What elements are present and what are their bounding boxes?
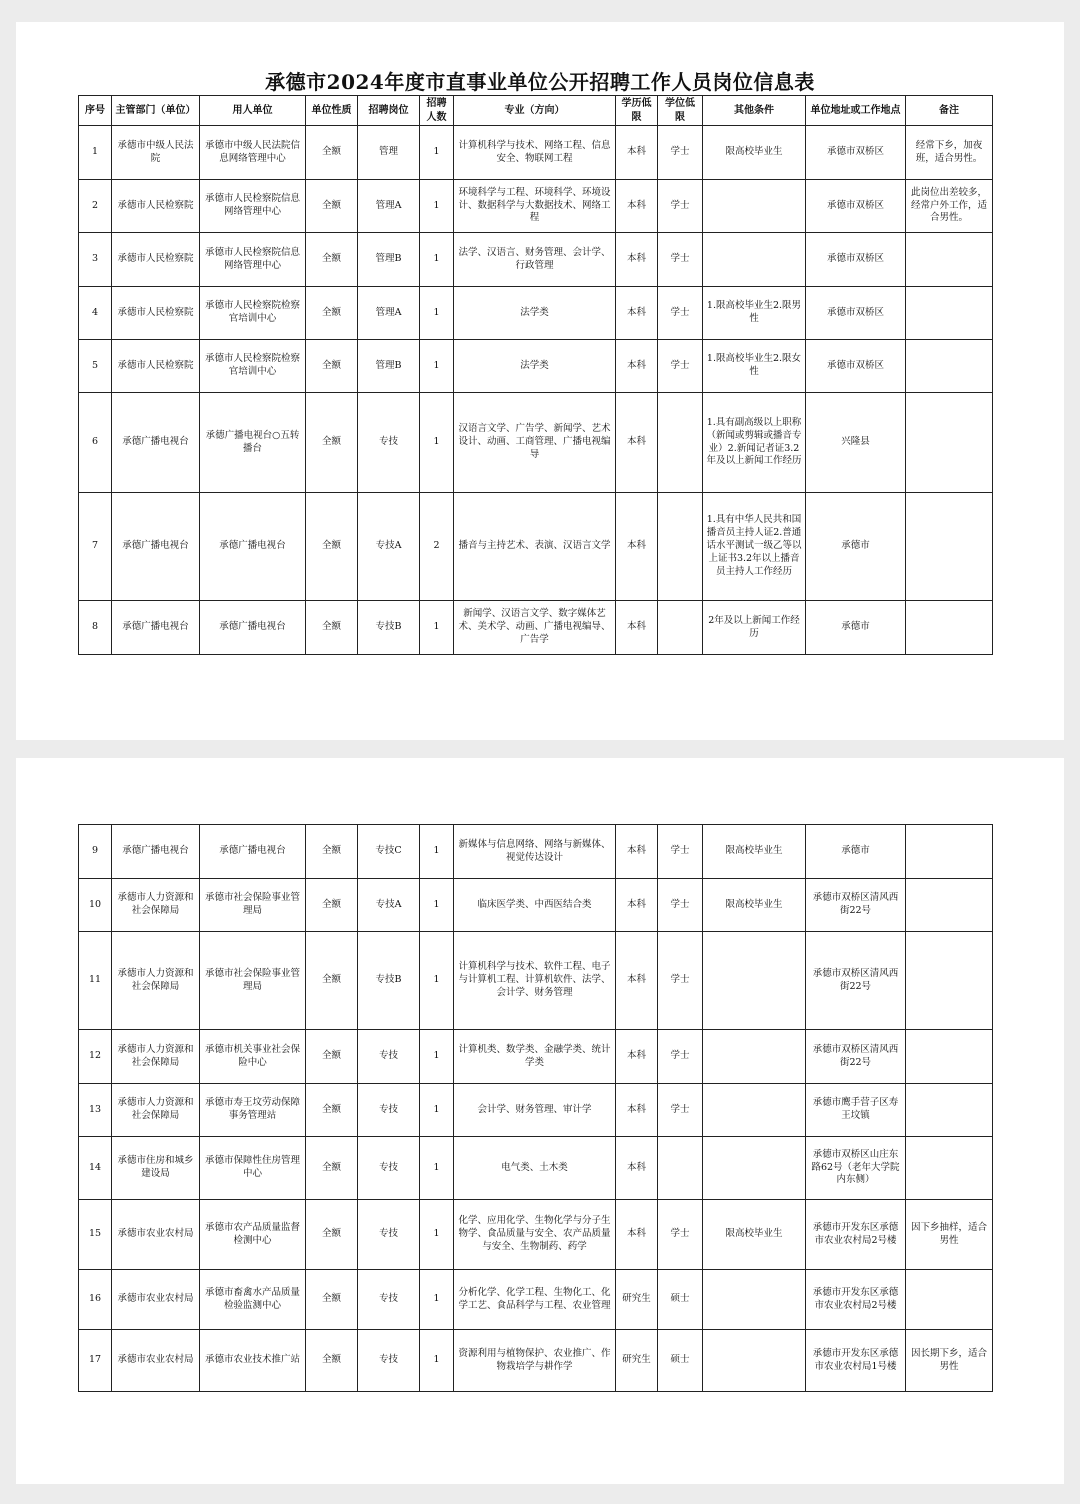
cell-major: 计算机科学与技术、网络工程、信息安全、物联网工程 [454, 126, 616, 180]
cell-no: 9 [79, 825, 112, 879]
cell-nature: 全额 [306, 1137, 358, 1200]
cell-degree: 学士 [658, 879, 703, 932]
cell-nature: 全额 [306, 180, 358, 233]
cell-dept: 承德市人力资源和社会保障局 [112, 932, 200, 1030]
table-row [79, 340, 993, 393]
cell-degree: 学士 [658, 1030, 703, 1084]
positions-table-page-2 [78, 824, 993, 1392]
cell-unit: 承德广播电视台 [200, 493, 306, 601]
cell-degree: 学士 [658, 126, 703, 180]
cell-addr: 承德市双桥区 [806, 180, 906, 233]
cell-degree [658, 601, 703, 655]
cell-edu: 本科 [616, 601, 658, 655]
cell-post: 专技 [358, 1200, 420, 1270]
cell-no: 3 [79, 233, 112, 287]
cell-other: 1.限高校毕业生2.限女性 [703, 340, 806, 393]
cell-degree: 学士 [658, 287, 703, 340]
cell-no: 2 [79, 180, 112, 233]
cell-no: 13 [79, 1084, 112, 1137]
header-cell: 其他条件 [703, 96, 806, 126]
cell-note [906, 825, 993, 879]
table-row [79, 287, 993, 340]
cell-degree: 学士 [658, 1084, 703, 1137]
cell-post: 专技C [358, 825, 420, 879]
cell-degree: 硕士 [658, 1330, 703, 1392]
cell-no: 14 [79, 1137, 112, 1200]
cell-nature: 全额 [306, 287, 358, 340]
cell-post: 专技A [358, 493, 420, 601]
cell-addr: 承德市双桥区 [806, 126, 906, 180]
cell-degree: 学士 [658, 932, 703, 1030]
table-row [79, 601, 993, 655]
cell-addr: 兴隆县 [806, 393, 906, 493]
cell-other [703, 1030, 806, 1084]
cell-degree: 硕士 [658, 1270, 703, 1330]
cell-no: 11 [79, 932, 112, 1030]
cell-count: 1 [420, 1330, 454, 1392]
cell-edu: 本科 [616, 1030, 658, 1084]
cell-degree [658, 493, 703, 601]
table-row [79, 180, 993, 233]
cell-degree: 学士 [658, 1200, 703, 1270]
cell-unit: 承德市人民检察院检察官培训中心 [200, 287, 306, 340]
document-page-2 [16, 758, 1064, 1484]
cell-dept: 承德市人民检察院 [112, 340, 200, 393]
cell-note [906, 287, 993, 340]
cell-edu: 本科 [616, 233, 658, 287]
cell-edu: 本科 [616, 180, 658, 233]
cell-count: 1 [420, 1270, 454, 1330]
cell-major: 计算机类、数学类、金融学类、统计学类 [454, 1030, 616, 1084]
cell-major: 新闻学、汉语言文学、数字媒体艺术、美术学、动画、广播电视编导、广告学 [454, 601, 616, 655]
cell-count: 1 [420, 1200, 454, 1270]
cell-edu: 本科 [616, 393, 658, 493]
cell-dept: 承德市住房和城乡建设局 [112, 1137, 200, 1200]
cell-count: 1 [420, 879, 454, 932]
cell-count: 1 [420, 601, 454, 655]
cell-count: 1 [420, 393, 454, 493]
table-row [79, 233, 993, 287]
cell-other [703, 1084, 806, 1137]
cell-unit: 承德市畜禽水产品质量检验监测中心 [200, 1270, 306, 1330]
cell-dept: 承德广播电视台 [112, 825, 200, 879]
cell-note [906, 932, 993, 1030]
cell-post: 管理B [358, 233, 420, 287]
table-row [79, 825, 993, 879]
cell-note [906, 601, 993, 655]
cell-unit: 承德市农产品质量监督检测中心 [200, 1200, 306, 1270]
cell-addr: 承德市开发东区承德市农业农村局2号楼 [806, 1200, 906, 1270]
cell-nature: 全额 [306, 1030, 358, 1084]
cell-addr: 承德市鹰手营子区寿王坟镇 [806, 1084, 906, 1137]
cell-post: 管理A [358, 180, 420, 233]
cell-other: 限高校毕业生 [703, 879, 806, 932]
cell-addr: 承德市双桥区清风西街22号 [806, 1030, 906, 1084]
cell-unit: 承德市人民检察院检察官培训中心 [200, 340, 306, 393]
cell-major: 法学类 [454, 287, 616, 340]
header-cell: 学历低限 [616, 96, 658, 126]
cell-addr: 承德市 [806, 825, 906, 879]
cell-no: 10 [79, 879, 112, 932]
cell-dept: 承德市农业农村局 [112, 1270, 200, 1330]
cell-unit: 承德市社会保险事业管理局 [200, 932, 306, 1030]
cell-post: 专技 [358, 393, 420, 493]
cell-edu: 本科 [616, 287, 658, 340]
cell-dept: 承德广播电视台 [112, 493, 200, 601]
cell-post: 专技B [358, 932, 420, 1030]
cell-nature: 全额 [306, 126, 358, 180]
cell-no: 7 [79, 493, 112, 601]
cell-nature: 全额 [306, 932, 358, 1030]
header-cell: 单位地址或工作地点 [806, 96, 906, 126]
cell-note [906, 493, 993, 601]
cell-other [703, 1270, 806, 1330]
cell-dept: 承德市人民检察院 [112, 233, 200, 287]
cell-dept: 承德市农业农村局 [112, 1330, 200, 1392]
cell-addr: 承德市双桥区清风西街22号 [806, 932, 906, 1030]
cell-edu: 研究生 [616, 1270, 658, 1330]
cell-no: 6 [79, 393, 112, 493]
cell-note [906, 1137, 993, 1200]
cell-major: 临床医学类、中西医结合类 [454, 879, 616, 932]
cell-count: 1 [420, 180, 454, 233]
cell-addr: 承德市 [806, 601, 906, 655]
cell-unit: 承德市社会保险事业管理局 [200, 879, 306, 932]
cell-edu: 本科 [616, 493, 658, 601]
cell-edu: 研究生 [616, 1330, 658, 1392]
cell-count: 1 [420, 825, 454, 879]
cell-dept: 承德市人力资源和社会保障局 [112, 1030, 200, 1084]
cell-note: 经常下乡，加夜班，适合男性。 [906, 126, 993, 180]
table-header-row [79, 96, 993, 126]
cell-unit: 承德广播电视台○五转播台 [200, 393, 306, 493]
header-cell: 备注 [906, 96, 993, 126]
cell-major: 播音与主持艺术、表演、汉语言文学 [454, 493, 616, 601]
header-cell: 专业（方向） [454, 96, 616, 126]
cell-other: 1.限高校毕业生2.限男性 [703, 287, 806, 340]
cell-nature: 全额 [306, 1270, 358, 1330]
cell-major: 法学类 [454, 340, 616, 393]
cell-note [906, 879, 993, 932]
cell-note [906, 393, 993, 493]
cell-other: 限高校毕业生 [703, 126, 806, 180]
cell-count: 1 [420, 126, 454, 180]
cell-count: 2 [420, 493, 454, 601]
cell-edu: 本科 [616, 1200, 658, 1270]
cell-unit: 承德市人民检察院信息网络管理中心 [200, 180, 306, 233]
table-row [79, 126, 993, 180]
cell-major: 化学、应用化学、生物化学与分子生物学、食品质量与安全、农产品质量与安全、生物制药、药学 [454, 1200, 616, 1270]
cell-unit: 承德市保障性住房管理中心 [200, 1137, 306, 1200]
cell-count: 1 [420, 340, 454, 393]
cell-nature: 全额 [306, 233, 358, 287]
table-row [79, 1137, 993, 1200]
positions-table-page-1 [78, 95, 993, 655]
cell-unit: 承德市人民检察院信息网络管理中心 [200, 233, 306, 287]
table-row [79, 1330, 993, 1392]
cell-other: 限高校毕业生 [703, 1200, 806, 1270]
document-page-1 [16, 22, 1064, 740]
cell-unit: 承德市中级人民法院信息网络管理中心 [200, 126, 306, 180]
cell-other [703, 233, 806, 287]
cell-nature: 全额 [306, 393, 358, 493]
cell-no: 15 [79, 1200, 112, 1270]
cell-dept: 承德市人民检察院 [112, 287, 200, 340]
cell-no: 4 [79, 287, 112, 340]
cell-no: 17 [79, 1330, 112, 1392]
cell-post: 管理A [358, 287, 420, 340]
cell-addr: 承德市开发东区承德市农业农村局2号楼 [806, 1270, 906, 1330]
cell-major: 新媒体与信息网络、网络与新媒体、视觉传达设计 [454, 825, 616, 879]
cell-count: 1 [420, 1084, 454, 1137]
header-cell: 招聘人数 [420, 96, 454, 126]
cell-degree [658, 393, 703, 493]
cell-degree: 学士 [658, 825, 703, 879]
cell-note [906, 1270, 993, 1330]
cell-no: 1 [79, 126, 112, 180]
cell-note [906, 1084, 993, 1137]
cell-degree [658, 1137, 703, 1200]
cell-nature: 全额 [306, 825, 358, 879]
cell-other: 1.具有副高级以上职称（新闻或剪辑或播音专业）2.新闻记者证3.2年及以上新闻工作经历 [703, 393, 806, 493]
cell-post: 专技B [358, 601, 420, 655]
cell-dept: 承德广播电视台 [112, 393, 200, 493]
cell-edu: 本科 [616, 879, 658, 932]
cell-count: 1 [420, 932, 454, 1030]
cell-post: 专技A [358, 879, 420, 932]
cell-count: 1 [420, 1030, 454, 1084]
cell-nature: 全额 [306, 1200, 358, 1270]
cell-edu: 本科 [616, 340, 658, 393]
cell-no: 5 [79, 340, 112, 393]
table-row [79, 932, 993, 1030]
cell-edu: 本科 [616, 932, 658, 1030]
cell-degree: 学士 [658, 340, 703, 393]
cell-edu: 本科 [616, 1137, 658, 1200]
cell-post: 管理 [358, 126, 420, 180]
cell-unit: 承德市寿王坟劳动保障事务管理站 [200, 1084, 306, 1137]
cell-count: 1 [420, 1137, 454, 1200]
cell-addr: 承德市双桥区清风西街22号 [806, 879, 906, 932]
cell-nature: 全额 [306, 879, 358, 932]
cell-addr: 承德市双桥区 [806, 340, 906, 393]
table-row [79, 879, 993, 932]
cell-dept: 承德市农业农村局 [112, 1200, 200, 1270]
header-cell: 学位低限 [658, 96, 703, 126]
cell-other [703, 932, 806, 1030]
cell-unit: 承德市农业技术推广站 [200, 1330, 306, 1392]
cell-post: 专技 [358, 1030, 420, 1084]
cell-degree: 学士 [658, 233, 703, 287]
cell-major: 分析化学、化学工程、生物化工、化学工艺、食品科学与工程、农业管理 [454, 1270, 616, 1330]
cell-major: 资源利用与植物保护、农业推广、作物栽培学与耕作学 [454, 1330, 616, 1392]
table-row [79, 393, 993, 493]
cell-count: 1 [420, 287, 454, 340]
cell-no: 8 [79, 601, 112, 655]
table-row [79, 1084, 993, 1137]
cell-major: 汉语言文学、广告学、新闻学、艺术设计、动画、工商管理、广播电视编导 [454, 393, 616, 493]
cell-note [906, 340, 993, 393]
cell-addr: 承德市开发东区承德市农业农村局1号楼 [806, 1330, 906, 1392]
cell-post: 专技 [358, 1330, 420, 1392]
cell-unit: 承德市机关事业社会保险中心 [200, 1030, 306, 1084]
header-cell: 招聘岗位 [358, 96, 420, 126]
cell-nature: 全额 [306, 340, 358, 393]
cell-unit: 承德广播电视台 [200, 825, 306, 879]
cell-dept: 承德市人力资源和社会保障局 [112, 1084, 200, 1137]
cell-other: 2年及以上新闻工作经历 [703, 601, 806, 655]
cell-degree: 学士 [658, 180, 703, 233]
cell-no: 12 [79, 1030, 112, 1084]
table-row [79, 1270, 993, 1330]
cell-nature: 全额 [306, 601, 358, 655]
cell-dept: 承德市人民检察院 [112, 180, 200, 233]
cell-major: 计算机科学与技术、软件工程、电子与计算机工程、计算机软件、法学、会计学、财务管理 [454, 932, 616, 1030]
cell-nature: 全额 [306, 1084, 358, 1137]
cell-major: 环境科学与工程、环境科学、环境设计、数据科学与大数据技术、网络工程 [454, 180, 616, 233]
cell-note [906, 233, 993, 287]
cell-post: 专技 [358, 1137, 420, 1200]
cell-other [703, 180, 806, 233]
header-cell: 单位性质 [306, 96, 358, 126]
table-row [79, 1200, 993, 1270]
cell-nature: 全额 [306, 493, 358, 601]
cell-note: 因下乡抽样，适合男性 [906, 1200, 993, 1270]
cell-edu: 本科 [616, 1084, 658, 1137]
cell-addr: 承德市双桥区 [806, 233, 906, 287]
header-cell: 用人单位 [200, 96, 306, 126]
cell-other [703, 1330, 806, 1392]
cell-no: 16 [79, 1270, 112, 1330]
cell-note [906, 1030, 993, 1084]
cell-major: 会计学、财务管理、审计学 [454, 1084, 616, 1137]
cell-unit: 承德广播电视台 [200, 601, 306, 655]
cell-other: 限高校毕业生 [703, 825, 806, 879]
cell-count: 1 [420, 233, 454, 287]
cell-post: 专技 [358, 1084, 420, 1137]
table-row [79, 1030, 993, 1084]
cell-addr: 承德市双桥区山庄东路62号（老年大学院内东侧） [806, 1137, 906, 1200]
table-row [79, 493, 993, 601]
header-cell: 序号 [79, 96, 112, 126]
cell-addr: 承德市 [806, 493, 906, 601]
document-title: 承德市2024年度市直事业单位公开招聘工作人员岗位信息表 [265, 70, 815, 94]
cell-post: 专技 [358, 1270, 420, 1330]
cell-major: 电气类、土木类 [454, 1137, 616, 1200]
header-cell: 主管部门（单位） [112, 96, 200, 126]
cell-nature: 全额 [306, 1330, 358, 1392]
cell-edu: 本科 [616, 126, 658, 180]
cell-note: 此岗位出差较多，经常户外工作，适合男性。 [906, 180, 993, 233]
cell-dept: 承德广播电视台 [112, 601, 200, 655]
cell-major: 法学、汉语言、财务管理、会计学、行政管理 [454, 233, 616, 287]
cell-note: 因长期下乡，适合男性 [906, 1330, 993, 1392]
cell-edu: 本科 [616, 825, 658, 879]
cell-other: 1.具有中华人民共和国播音员主持人证2.普通话水平测试一级乙等以上证书3.2年以上播音员主持人工作经历 [703, 493, 806, 601]
cell-addr: 承德市双桥区 [806, 287, 906, 340]
cell-dept: 承德市中级人民法院 [112, 126, 200, 180]
cell-dept: 承德市人力资源和社会保障局 [112, 879, 200, 932]
cell-post: 管理B [358, 340, 420, 393]
cell-other [703, 1137, 806, 1200]
